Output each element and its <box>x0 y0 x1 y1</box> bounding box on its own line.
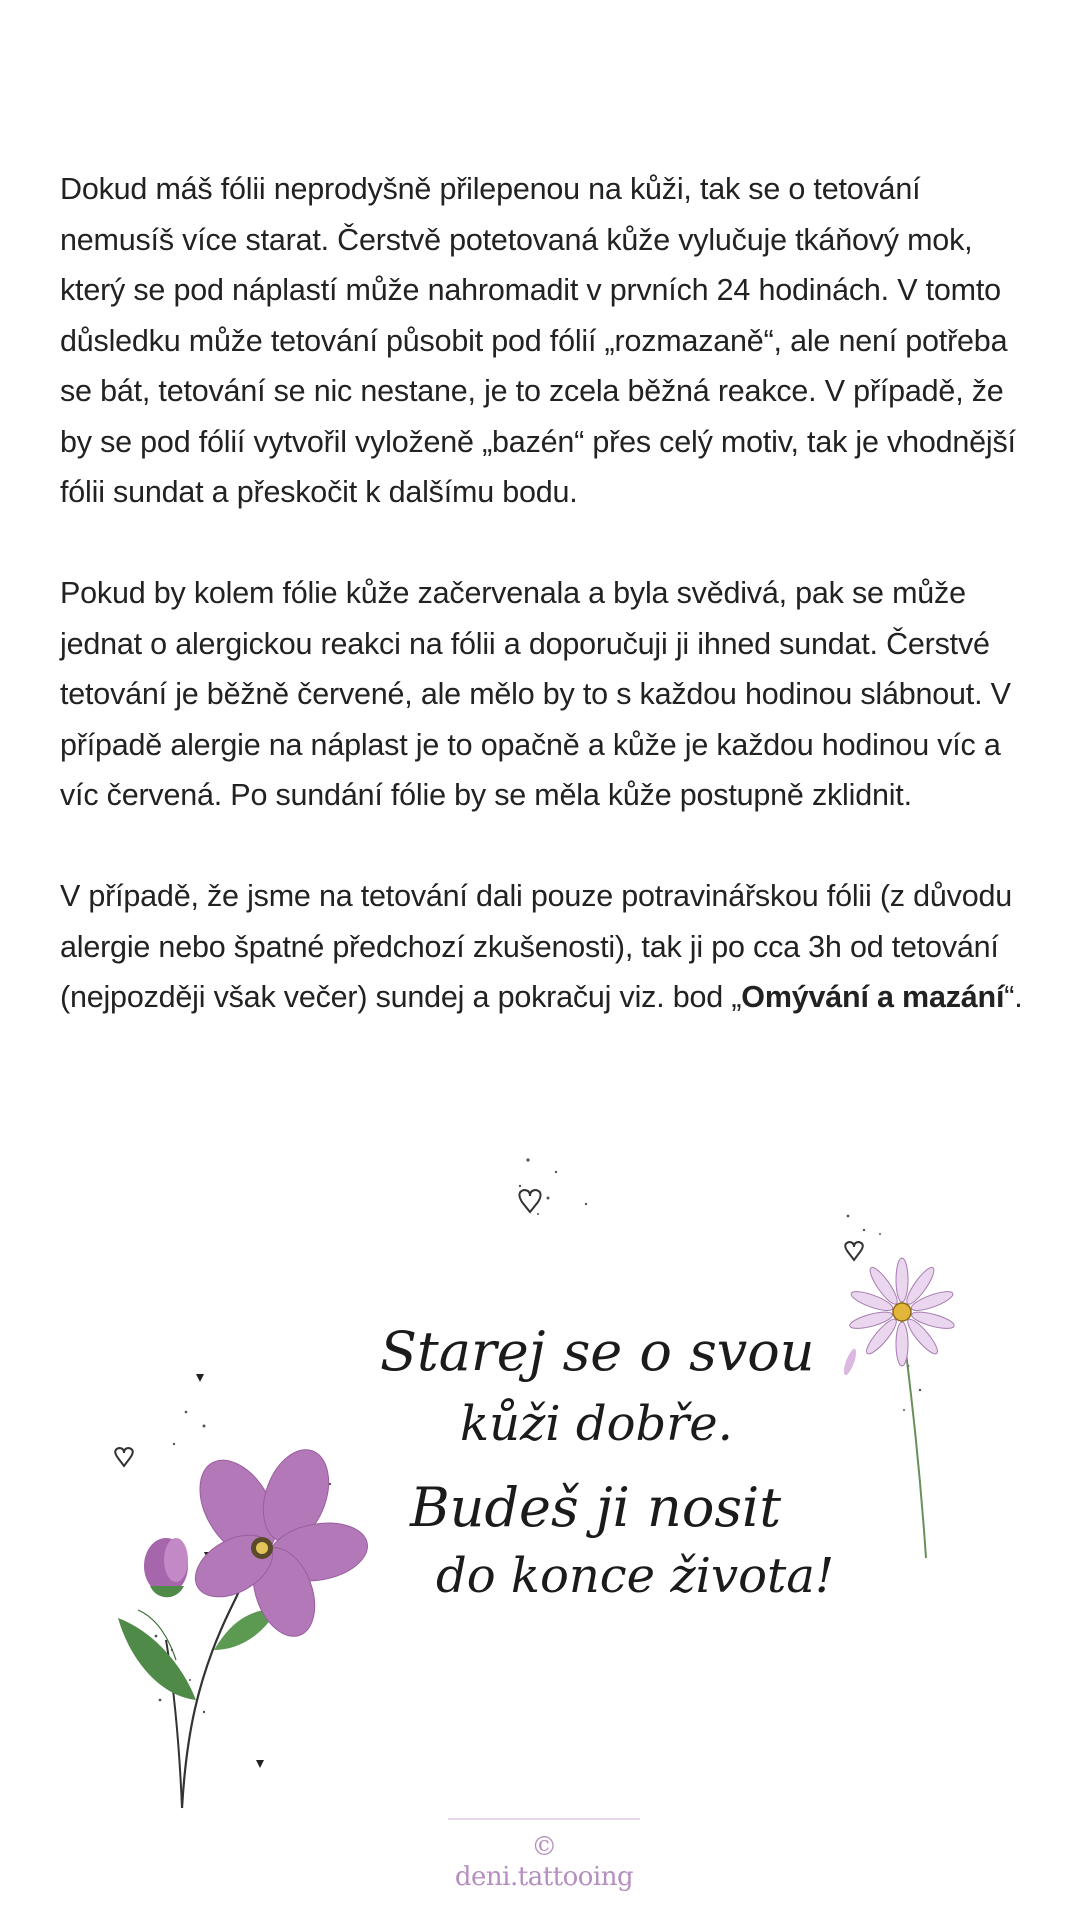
paragraph-foil-care: Dokud máš fólii neprodyšně přilepenou na kůži, tak se o tetování nemusíš více starat. Čerstvě potetovaná kůže vylučuje tkáňový mok, který se pod náplastí může nahromadit v prvních 24 hodinách. V tomto důsledku může tetování působit pod fólií „rozmazaně“, ale není potřeba se bát, tetování se nic nestane, je to zcela běžná reakce. V případě, že by se pod fólií vytvořil vyloženě „bazén“ přes celý motiv, tak je vhodnější fólii sundat a přeskočit k dalšímu bodu. <box>60 172 1016 509</box>
instructions-text <box>60 164 1040 1073</box>
paragraph-food-foil <box>60 871 1040 1023</box>
paragraph-allergy: Pokud by kolem fólie kůže začervenala a byla svědivá, pak se může jednat o alergickou reakci na fólii a doporučuji ji ihned sundat. Čerstvé tetování je běžně červené, ale mělo by to s každou hodinou slábnout. V případě alergie na náplast je to opačně a kůže je každou hodinou víc a víc červená. Po sundání fólie by se měla kůže postupně zklidnit. <box>60 576 1011 812</box>
daisy-flower <box>841 1258 955 1558</box>
purple-flower <box>118 1441 372 1808</box>
quote-close: “. <box>1004 980 1023 1014</box>
floral-illustration <box>0 1140 1080 1820</box>
handwritten-quote <box>380 1320 834 1604</box>
script-line-2: kůži dobře. <box>460 1396 733 1452</box>
script-line-1: Starej se o svou <box>380 1320 815 1383</box>
paragraph-food-foil-text: V případě, že jsme na tetování dali pouze potravinářskou fólii (z důvodu alergie nebo špatné předchozí zkušenosti), tak ji po cca 3h od tetování (nejpozději však večer) sundej a pokračuj viz. bod <box>60 879 1012 1014</box>
quote-open: „ <box>731 980 742 1014</box>
footer-divider <box>448 1818 640 1820</box>
script-line-4: do konce života! <box>436 1548 835 1604</box>
script-line-3: Budeš ji nosit <box>410 1476 782 1539</box>
footer-credit: © deni.tattooing <box>454 1832 634 1892</box>
section-reference: Omývání a mazání <box>741 980 1005 1014</box>
